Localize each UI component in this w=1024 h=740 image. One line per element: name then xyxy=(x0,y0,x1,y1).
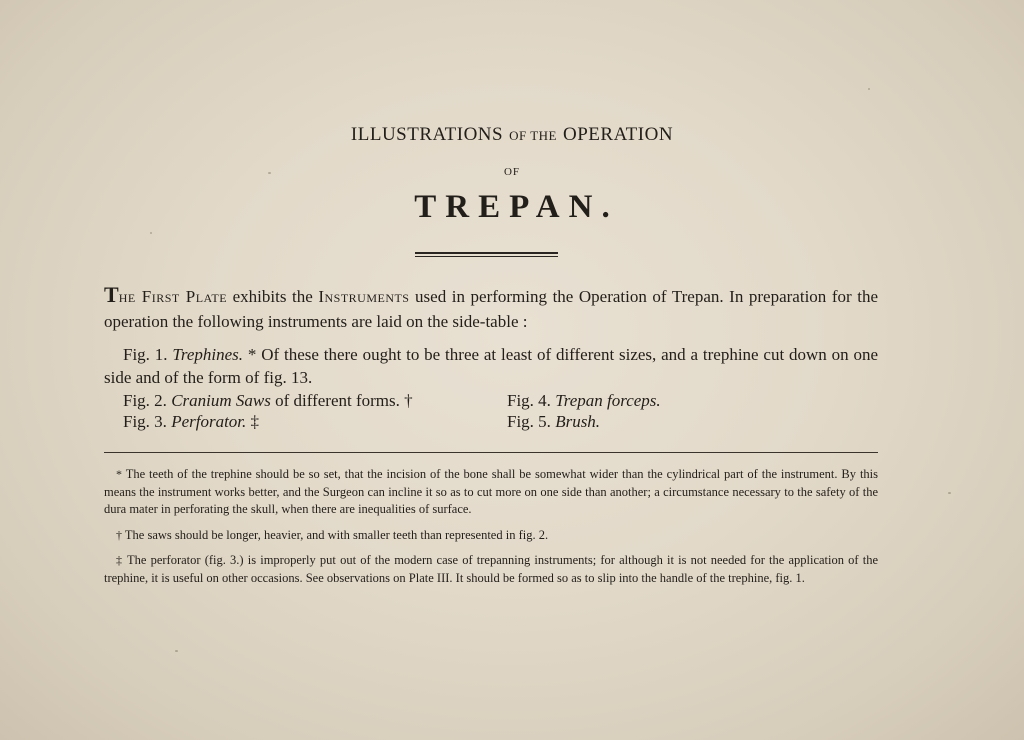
title-word-of-the: OF THE xyxy=(509,128,557,143)
fig5-name: Brush. xyxy=(555,412,601,431)
fig3-label: Fig. 3. xyxy=(123,412,172,431)
title-main: TREPAN. xyxy=(414,189,619,225)
footnote-rule xyxy=(104,452,878,453)
fig3-name: Perforator. xyxy=(171,412,247,431)
intro-text-2: used in performing the Operation of Trepan. In preparation for the operation the following instruments are laid on the side-table : xyxy=(104,287,878,331)
intro-text-1: exhibits the xyxy=(227,287,319,306)
fig-row-3-5 xyxy=(104,410,878,431)
paper-speck xyxy=(175,650,178,652)
title-word-illustrations: ILLUSTRATIONS xyxy=(350,124,504,145)
footnote-1-text: The teeth of the trephine should be so set, that the incision of the bone shall be somewhat wider than the cylindrical part of the instrument. By this means the instrument works better, and the Surgeon can incline it so as to cut more on one side than another; a circumstance necessary to the safety of the dura mater in perforating the skull, when there are inequalities of surface. xyxy=(104,467,878,516)
fig4-label: Fig. 4. xyxy=(507,391,556,410)
fig5-entry xyxy=(507,410,600,433)
footnotes xyxy=(104,466,878,595)
footnote-3-mark: ‡ xyxy=(116,553,124,567)
title-heading xyxy=(0,124,1024,146)
fig1-label: Fig. 1. xyxy=(123,345,173,364)
intro-instruments: Instruments xyxy=(318,287,410,306)
fig1-entry xyxy=(104,343,878,389)
footnote-2-text: The saws should be longer, heavier, and with smaller teeth than represented in fig. 2. xyxy=(122,527,549,542)
paper-speck xyxy=(948,492,951,494)
fig1-name: Trephines. xyxy=(172,345,244,364)
footnote-1 xyxy=(104,466,878,519)
fig2-text: of different forms. xyxy=(270,391,405,410)
fig2-mark: † xyxy=(404,391,413,410)
footnote-3 xyxy=(104,552,878,587)
fig1-text: Of these there ought to be three at least of different sizes, and a trephine cut down on one side and of the form of fig. 13. xyxy=(104,345,879,387)
fig3-mark: ‡ xyxy=(246,412,260,431)
footnote-3-text: The perforator (fig. 3.) is improperly put out of the modern case of trepanning instruments; for although it is not needed for the application of the trephine, it is useful on other occasions. See observations on Plate III. It should be formed so as to slip into the handle of the trephine, fig. 1. xyxy=(104,553,879,585)
title-double-rule xyxy=(415,252,558,257)
fig-row-2-4 xyxy=(104,389,878,410)
paper-speck xyxy=(150,232,152,234)
title-word-operation: OPERATION xyxy=(563,124,674,145)
fig2-name: Cranium Saws xyxy=(171,391,271,410)
fig5-label: Fig. 5. xyxy=(507,412,556,431)
footnote-2-mark: † xyxy=(116,527,122,542)
intro-paragraph xyxy=(104,282,878,334)
footnote-2 xyxy=(104,527,878,545)
footnote-1-mark: * xyxy=(116,467,122,481)
title-of: OF xyxy=(503,166,521,178)
intro-first-plate: he First Plate xyxy=(118,287,228,306)
fig2-label: Fig. 2. xyxy=(123,391,172,410)
fig3-entry xyxy=(123,410,259,433)
fig1-mark: * xyxy=(243,345,262,364)
paper-speck xyxy=(868,88,870,90)
fig2-entry xyxy=(123,389,413,412)
fig4-entry xyxy=(507,389,661,412)
intro-drop-cap: T xyxy=(104,282,119,307)
figure-list xyxy=(104,343,878,431)
paper-speck xyxy=(268,172,271,174)
fig4-name: Trepan forceps. xyxy=(555,391,661,410)
